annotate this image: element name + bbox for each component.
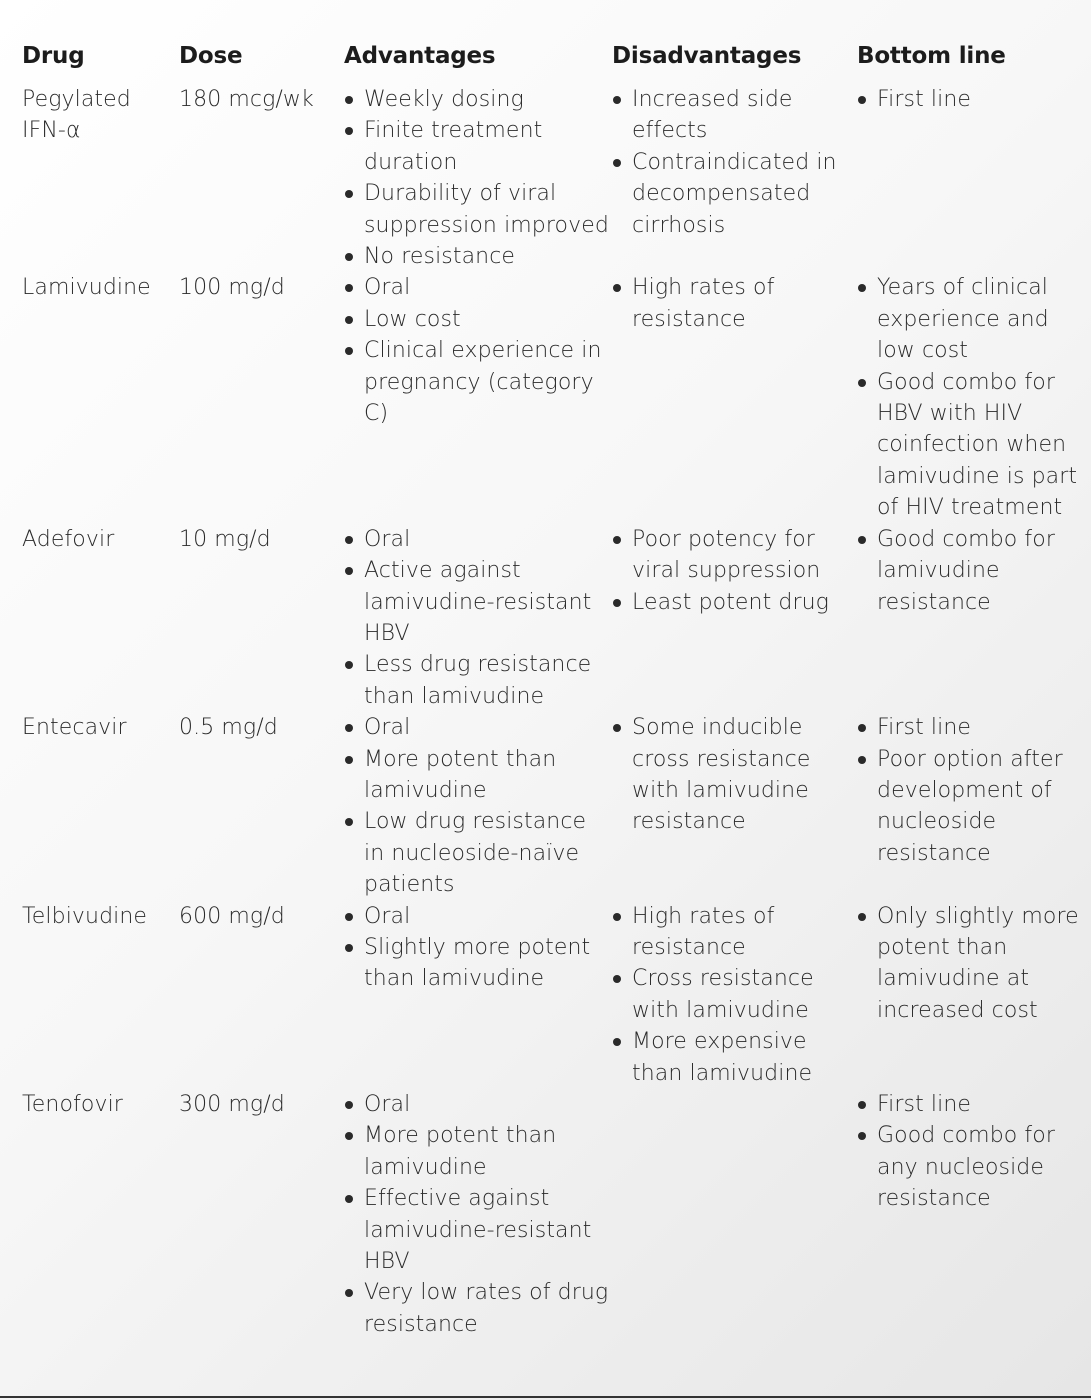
bullet-item: Least potent drug bbox=[612, 587, 857, 618]
bullet-list bbox=[857, 901, 1084, 1027]
bullet-list bbox=[857, 84, 1084, 115]
bullet-item: Oral bbox=[344, 1089, 612, 1120]
cell-advantages bbox=[344, 524, 612, 712]
cell-disadvantages bbox=[612, 1089, 857, 1340]
bullet-item: Weekly dosing bbox=[344, 84, 612, 115]
cell-advantages bbox=[344, 901, 612, 1089]
cell-dose: 100 mg/d bbox=[179, 275, 285, 301]
cell-drug: Entecavir bbox=[22, 715, 127, 741]
header-advantages: Advantages bbox=[344, 43, 496, 69]
bullet-item: Low cost bbox=[344, 304, 612, 335]
bullet-item: Good combo for any nucleoside resistance bbox=[857, 1120, 1084, 1214]
bullet-item: Oral bbox=[344, 524, 612, 555]
bullet-list bbox=[344, 524, 612, 712]
bullet-item: First line bbox=[857, 1089, 1084, 1120]
cell-bottom-line bbox=[857, 84, 1084, 272]
cell-drug: Telbivudine bbox=[22, 903, 148, 929]
bullet-item: Oral bbox=[344, 272, 612, 303]
bullet-item: Some inducible cross resistance with lamivudine resistance bbox=[612, 712, 857, 838]
bullet-item: High rates of resistance bbox=[612, 272, 857, 335]
cell-bottom-line bbox=[857, 1089, 1084, 1340]
bullet-list bbox=[344, 712, 612, 900]
cell-disadvantages bbox=[612, 901, 857, 1089]
cell-dose: 180 mcg/wk bbox=[179, 87, 314, 112]
bullet-item: Finite treatment duration bbox=[344, 115, 612, 178]
bullet-item: First line bbox=[857, 84, 1084, 115]
bullet-item: Poor potency for viral suppression bbox=[612, 524, 857, 587]
cell-drug: Tenofovir bbox=[22, 1092, 123, 1117]
header-bottom-line: Bottom line bbox=[857, 43, 1006, 69]
cell-disadvantages bbox=[612, 84, 857, 272]
bullet-list bbox=[612, 712, 857, 838]
bullet-list bbox=[612, 901, 857, 1089]
bullet-item: Oral bbox=[344, 901, 612, 932]
cell-dose: 0.5 mg/d bbox=[179, 715, 278, 741]
bullet-item: Effective against lamivudine-resistant HBV bbox=[344, 1183, 612, 1277]
header-disadvantages: Disadvantages bbox=[612, 43, 802, 69]
bullet-list bbox=[344, 272, 612, 429]
bullet-item: First line bbox=[857, 712, 1084, 743]
bullet-item: Only slightly more potent than lamivudine at increased cost bbox=[857, 901, 1084, 1027]
bullet-list bbox=[857, 272, 1084, 523]
cell-dose: 600 mg/d bbox=[179, 903, 285, 929]
bullet-item: High rates of resistance bbox=[612, 901, 857, 964]
cell-advantages bbox=[344, 84, 612, 272]
bullet-item: Slightly more potent than lamivudine bbox=[344, 932, 612, 995]
bullet-item: More potent than lamivudine bbox=[344, 744, 612, 807]
bullet-item: Low drug resistance in nucleoside-naïve patients bbox=[344, 806, 612, 900]
bullet-item: Increased side effects bbox=[612, 84, 857, 147]
cell-drug: Adefovir bbox=[22, 526, 115, 552]
bullet-list bbox=[612, 272, 857, 335]
bullet-list bbox=[612, 524, 857, 618]
bullet-list bbox=[612, 84, 857, 241]
bullet-item: Contraindicated in decompensated cirrhosis bbox=[612, 147, 857, 241]
bullet-item: More expensive than lamivudine bbox=[612, 1026, 857, 1089]
cell-dose: 300 mg/d bbox=[179, 1092, 285, 1117]
drug-comparison-table bbox=[22, 38, 1084, 1340]
cell-disadvantages bbox=[612, 524, 857, 712]
bullet-item: Good combo for lamivudine resistance bbox=[857, 524, 1084, 618]
bullet-list bbox=[344, 84, 612, 272]
bullet-list bbox=[857, 524, 1084, 618]
cell-advantages bbox=[344, 272, 612, 523]
bullet-list bbox=[344, 901, 612, 995]
bullet-item: Less drug resistance than lamivudine bbox=[344, 649, 612, 712]
bullet-item: Active against lamivudine-resistant HBV bbox=[344, 555, 612, 649]
bullet-item: More potent than lamivudine bbox=[344, 1120, 612, 1183]
cell-drug: Pegylated IFN-α bbox=[22, 87, 131, 144]
cell-advantages bbox=[344, 1089, 612, 1340]
cell-advantages bbox=[344, 712, 612, 900]
cell-dose: 10 mg/d bbox=[179, 526, 271, 552]
bullet-item: No resistance bbox=[344, 241, 612, 272]
header-dose: Dose bbox=[179, 43, 243, 69]
bullet-list bbox=[857, 1089, 1084, 1215]
cell-bottom-line bbox=[857, 901, 1084, 1089]
bullet-list bbox=[857, 712, 1084, 869]
cell-drug: Lamivudine bbox=[22, 275, 151, 301]
cell-disadvantages bbox=[612, 272, 857, 523]
bullet-list bbox=[344, 1089, 612, 1340]
bullet-item: Durability of viral suppression improved bbox=[344, 178, 612, 241]
bullet-item: Good combo for HBV with HIV coinfection when lamivudine is part of HIV treatment bbox=[857, 367, 1084, 524]
cell-bottom-line bbox=[857, 712, 1084, 900]
cell-bottom-line bbox=[857, 524, 1084, 712]
bullet-item: Very low rates of drug resistance bbox=[344, 1277, 612, 1340]
bullet-item: Clinical experience in pregnancy (category C) bbox=[344, 335, 612, 429]
cell-bottom-line bbox=[857, 272, 1084, 523]
bullet-item: Cross resistance with lamivudine bbox=[612, 963, 857, 1026]
bullet-item: Oral bbox=[344, 712, 612, 743]
header-drug: Drug bbox=[22, 43, 85, 69]
bullet-item: Years of clinical experience and low cost bbox=[857, 272, 1084, 366]
bottom-rule bbox=[0, 1396, 1091, 1398]
bullet-item: Poor option after development of nucleoside resistance bbox=[857, 744, 1084, 870]
cell-disadvantages bbox=[612, 712, 857, 900]
